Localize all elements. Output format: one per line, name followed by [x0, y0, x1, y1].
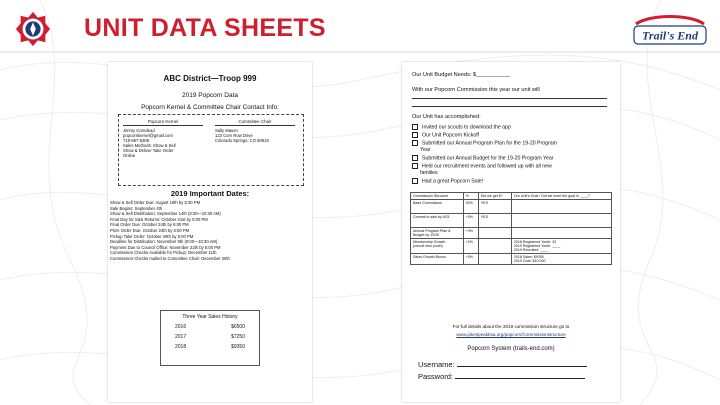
- sales-history-title: Three Year Sales History: [182, 314, 238, 320]
- table-row: [411, 200, 612, 214]
- date-item: Pickup Take Order: October 29th by 5:00 PM: [110, 233, 194, 239]
- checklist-label: Invited our scouts to download the app: [422, 124, 511, 131]
- checkbox-icon[interactable]: [412, 163, 418, 169]
- password-blank[interactable]: [455, 378, 585, 379]
- checklist-label: Submitted our Annual Program Plan for the 19-20 Program: [422, 140, 557, 147]
- date-item: Payment Due to Council Office: November 22th by 5:00 PM: [110, 244, 221, 250]
- table-cell: 2018 Registered Youth: 32 2019 Registered Youth: ____ 2019 Recruited: ____: [511, 239, 611, 254]
- chair-line: Sally Mason: [215, 128, 238, 133]
- checklist-label: families: [420, 170, 438, 176]
- commission-table: [410, 192, 612, 265]
- table-header-cell: Our Unit's Goal / Did we meet the goal in ____?: [511, 193, 611, 200]
- history-amount: $9350: [231, 344, 245, 350]
- answer-line-2: [412, 106, 607, 107]
- history-amount: $7250: [231, 334, 245, 340]
- contact-info-box: [118, 114, 304, 186]
- username-blank[interactable]: [457, 366, 587, 367]
- commission-link[interactable]: www.pikespeakbsa.org/popcorn/Commissionstructure: [456, 332, 566, 337]
- date-item: Prize Order Due: October 24th by 6:00 PM: [110, 227, 190, 233]
- history-amount: $6500: [231, 324, 245, 330]
- unit-budget-sheet: [402, 62, 620, 402]
- table-cell: YES: [478, 200, 511, 214]
- table-header-row: [411, 193, 612, 200]
- checklist-item[interactable]: [412, 178, 483, 184]
- table-row: [411, 239, 612, 254]
- checkbox-icon[interactable]: [412, 124, 418, 130]
- page-title: UNIT DATA SHEETS: [84, 14, 326, 42]
- chair-heading: Committee Chair: [215, 119, 295, 126]
- kernel-line: Sales Methods: Show & Sell: [123, 143, 176, 148]
- date-item: Show & Sell Distribution: September 14th (8:30—10:30 AM): [110, 211, 221, 217]
- kernel-line: Show & Deliver Take Order: [123, 148, 174, 153]
- commission-note: For full details about the 2019 commission structure go to: [452, 324, 570, 329]
- table-header-cell: Did we get it?: [478, 193, 511, 200]
- sales-history-box: [160, 310, 260, 366]
- table-header-cell: Commission Structure: [411, 193, 464, 200]
- history-year: 2018: [175, 344, 187, 350]
- accomplished-heading: Our Unit has accomplished:: [412, 114, 481, 120]
- sheet1-subtitle: 2019 Popcorn Data: [181, 92, 238, 99]
- checklist-item[interactable]: [412, 132, 479, 138]
- date-item: Commission Checks mailed to Committee Chair: December 20th: [110, 255, 230, 261]
- password-row: [418, 372, 585, 381]
- kernel-contact-column: [123, 119, 203, 158]
- checklist-item[interactable]: [412, 155, 554, 161]
- checkbox-icon[interactable]: [412, 155, 418, 161]
- table-cell: YES: [478, 214, 511, 228]
- table-cell: [511, 200, 611, 214]
- history-row: [161, 334, 259, 340]
- checklist-label: Submitted our Annual Budget for the 19-20 Program Year: [422, 155, 554, 162]
- table-cell: Base Commission: [411, 200, 464, 214]
- kernel-line: Jimmy Corndead: [123, 128, 155, 133]
- table-cell: +3%: [463, 228, 478, 239]
- table-cell: Sales Growth Bonus: [411, 254, 464, 265]
- date-item: Final Order Due: October 24th by 6:00 PM: [110, 222, 189, 228]
- checkbox-icon[interactable]: [412, 132, 418, 138]
- date-item: Deadline for Distribution: November 9th (9:00—10:30 AM): [110, 239, 218, 245]
- history-year: 2016: [175, 324, 187, 330]
- table-row: [411, 214, 612, 228]
- checklist-item[interactable]: [412, 140, 557, 146]
- table-cell: [478, 239, 511, 254]
- trails-end-logo-text: Trail's End: [642, 28, 698, 43]
- username-row: [418, 360, 587, 369]
- password-label: Password:: [418, 372, 454, 381]
- checklist-item[interactable]: [412, 124, 511, 130]
- history-row: [161, 324, 259, 330]
- troop-data-sheet: [108, 62, 312, 402]
- budget-line: Our Unit Budget Needs: $___________: [412, 72, 511, 78]
- scouts-emblem-logo: [14, 10, 52, 48]
- checkbox-icon[interactable]: [412, 140, 418, 146]
- kernel-line: popcornkernel@gmail.com: [123, 133, 173, 138]
- table-cell: [478, 254, 511, 265]
- table-cell: +2%: [463, 239, 478, 254]
- table-cell: [478, 228, 511, 239]
- chair-line: Colorado Springs, CO 80916: [215, 138, 269, 143]
- kernel-heading: Popcorn Kernel: [123, 119, 203, 126]
- date-item: Show & Sell Order Due: August 19th by 6:30 PM: [110, 200, 201, 205]
- sheet1-title: ABC District—Troop 999: [163, 74, 257, 83]
- checkbox-icon[interactable]: [412, 178, 418, 184]
- checklist-continuation: [412, 147, 430, 153]
- table-cell: Commit to sale by 9/21: [411, 214, 464, 228]
- table-header-cell: %: [463, 193, 478, 200]
- kernel-line: 719-867-5309: [123, 138, 150, 143]
- table-cell: Annual Program Plan & Budget by 10/30: [411, 228, 464, 239]
- checklist-label: Our Unit Popcorn Kickoff: [422, 132, 479, 139]
- date-item: Final Day for S&S Returns: October 21st by 5:00 PM: [110, 216, 208, 222]
- important-dates-title: 2019 Important Dates:: [170, 189, 250, 198]
- answer-line-1: [412, 98, 607, 99]
- date-item: Sale Begins: September 4th: [110, 205, 163, 211]
- table-row: [411, 254, 612, 265]
- checklist-label: Year: [420, 147, 431, 153]
- table-row: [411, 228, 612, 239]
- trails-end-logo: [630, 12, 710, 48]
- contact-heading: Popcorn Kernel & Committee Chair Contact Info:: [141, 104, 279, 111]
- commission-line: With our Popcorn Commission this year our unit will: [412, 87, 540, 93]
- chair-contact-column: [215, 119, 295, 143]
- checklist-label: Held our recruitment events and followed up with all new: [422, 163, 552, 170]
- chair-line: 123 Corn Row Drive: [215, 133, 253, 138]
- history-year: 2017: [175, 334, 187, 340]
- table-cell: +5%: [463, 254, 478, 265]
- important-dates-list: [110, 200, 230, 262]
- date-item: Commission Checks Available for Pickup: December 11th: [110, 250, 217, 256]
- table-cell: Membership Growth (recruit new youth): [411, 239, 464, 254]
- table-cell: [511, 228, 611, 239]
- table-cell: 2018 Sales: $9350 2019 Goal: $10,000: [511, 254, 611, 265]
- kernel-line: Online: [123, 153, 136, 158]
- table-cell: 30%: [463, 200, 478, 214]
- table-cell: +5%: [463, 214, 478, 228]
- checklist-continuation: [412, 170, 438, 176]
- username-label: Username:: [418, 360, 455, 369]
- table-cell: [511, 214, 611, 228]
- popcorn-system-line: Popcorn System (trails-end.com): [467, 346, 555, 352]
- history-row: [161, 344, 259, 350]
- checklist-label: Had a great Popcorn Sale!: [422, 178, 484, 185]
- checklist-item[interactable]: [412, 163, 552, 169]
